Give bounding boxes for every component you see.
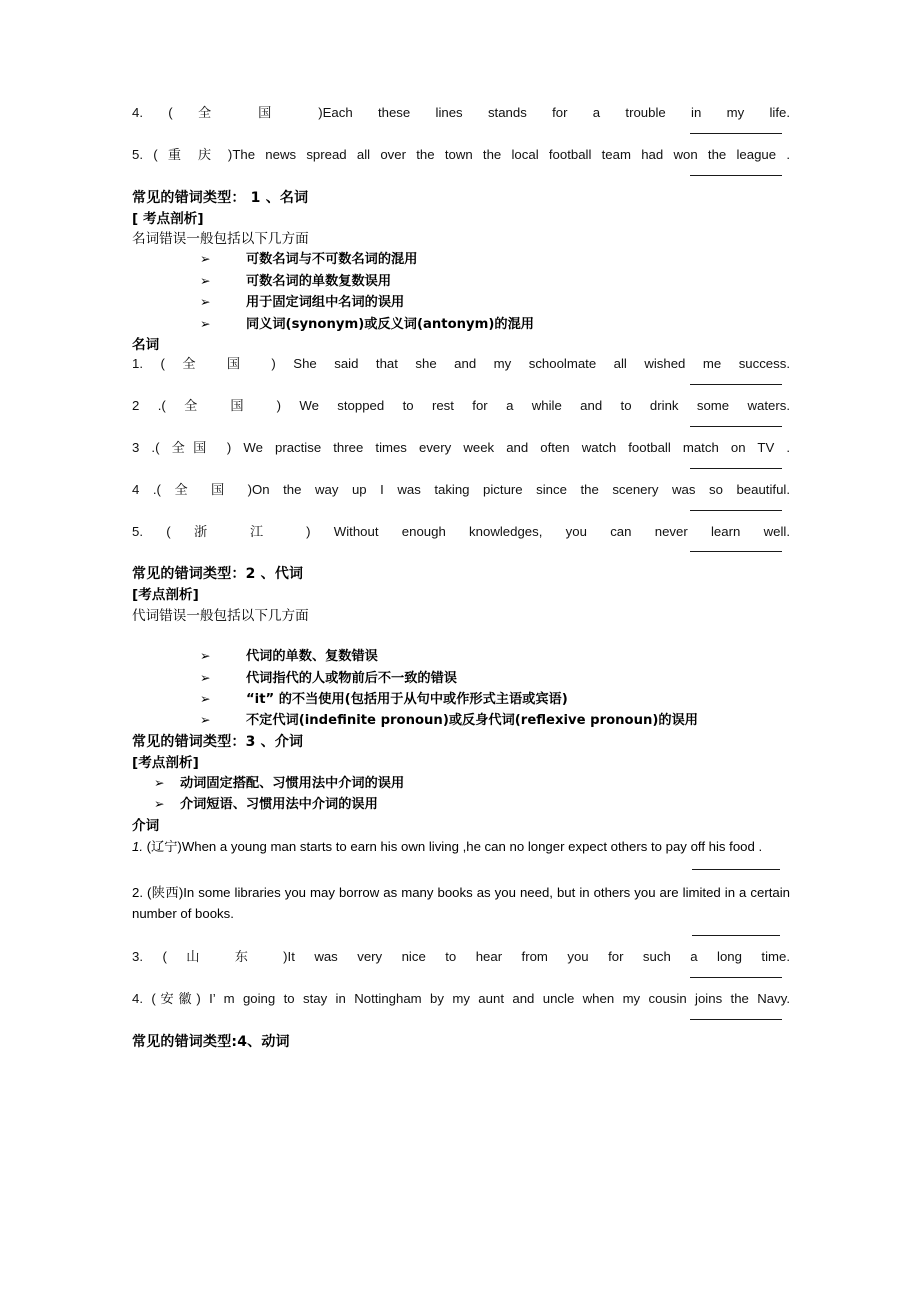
question-5-chongqing: 5. ( 重 庆 )The news spread all over the town the local football team had won the league . <box>132 146 790 162</box>
analysis-label-3: [考点剖析] <box>132 754 199 771</box>
noun-question-5: 5. ( 浙 江 ) Without enough knowledges, you can never learn well. <box>132 523 790 539</box>
noun-question-2: 2 .( 全 国 ) We stopped to rest for a while and to drink some waters. <box>132 398 790 414</box>
pronoun-bullet-2-label: 代词指代的人或物前后不一致的错误 <box>246 670 457 686</box>
pronoun-bullet-2 <box>132 668 790 689</box>
noun-bullet-1-label: 可数名词与不可数名词的混用 <box>246 252 418 268</box>
noun-bullet-3-marker: ➢ <box>200 294 211 310</box>
section-header-2-pronoun: 常见的错词类型：2 、代词 <box>132 566 304 583</box>
answer-blank-11-row <box>132 1008 790 1032</box>
pronoun-bullet-1-marker: ➢ <box>200 648 211 664</box>
noun-bullet-4-marker: ➢ <box>200 315 211 331</box>
section-header-1-noun: 常见的错词类型： 1 、名词 <box>132 189 309 206</box>
noun-error-intro: 名词错误一般包括以下几方面 <box>132 231 309 248</box>
answer-blank-10 <box>690 977 782 978</box>
pronoun-bullet-1-label: 代词的单数、复数错误 <box>246 649 378 665</box>
noun-question-3: 3 .( 全国 ) We practise three times every week and often watch football match on TV . <box>132 439 790 455</box>
answer-blank-4-row <box>132 415 790 439</box>
section-header-3-preposition: 常见的错词类型：3 、介词 <box>132 733 304 750</box>
answer-blank-1-row <box>132 122 790 146</box>
answer-blank-11 <box>690 1019 782 1020</box>
answer-blank-10-row <box>132 966 790 990</box>
noun-bullet-4 <box>132 314 790 335</box>
prep-question-4: 4. (安徽) I’ m going to stay in Nottingham by my aunt and uncle when my cousin joins the Navy. <box>132 991 790 1007</box>
section-header-4-verb: 常见的错词类型:4、动词 <box>132 1033 290 1050</box>
pronoun-bullet-3 <box>132 689 790 710</box>
answer-blank-2 <box>690 175 782 176</box>
prep-question-1-number: 1. <box>132 839 143 855</box>
prep-bullet-1 <box>132 773 790 794</box>
pronoun-bullet-4-label: 不定代词(indefinite pronoun)或反身代词(reflexive pronoun)的误用 <box>246 713 698 729</box>
noun-question-4: 4 .( 全 国 )On the way up I was taking picture since the scenery was so beautiful. <box>132 481 790 497</box>
noun-bullet-4-label: 同义词(synonym)或反义词(antonym)的混用 <box>246 316 534 332</box>
answer-blank-7-row <box>132 540 790 564</box>
noun-bullet-2-label: 可数名词的单数复数误用 <box>246 273 392 289</box>
noun-bullet-1-marker: ➢ <box>200 251 211 267</box>
answer-blank-9 <box>692 935 780 936</box>
prep-question-1 <box>132 836 790 857</box>
pronoun-bullet-3-marker: ➢ <box>200 690 211 706</box>
answer-blank-6 <box>690 510 782 511</box>
answer-blank-6-row <box>132 499 790 523</box>
prep-bullet-1-marker: ➢ <box>154 775 165 791</box>
prep-bullet-1-label: 动词固定搭配、习惯用法中介词的误用 <box>180 776 405 792</box>
answer-blank-7 <box>690 551 782 552</box>
answer-blank-9-row <box>132 924 790 948</box>
pronoun-bullet-1 <box>132 646 790 667</box>
document-body <box>132 104 790 1053</box>
noun-bullet-2 <box>132 271 790 292</box>
answer-blank-3 <box>690 384 782 385</box>
prep-bullet-2-label: 介词短语、习惯用法中介词的误用 <box>180 797 378 813</box>
answer-blank-5 <box>690 468 782 469</box>
noun-bullet-2-marker: ➢ <box>200 272 211 288</box>
pronoun-bullet-3-label: “it” 的不当使用(包括用于从句中或作形式主语或宾语) <box>246 691 568 707</box>
noun-question-1: 1. ( 全 国 ) She said that she and my schoolmate all wished me success. <box>132 356 790 372</box>
answer-blank-8-row <box>132 858 790 882</box>
prep-bullet-2-marker: ➢ <box>154 796 165 812</box>
answer-blank-3-row <box>132 373 790 397</box>
answer-blank-1 <box>690 133 782 134</box>
answer-blank-8 <box>692 869 780 870</box>
answer-blank-2-row <box>132 164 790 188</box>
prep-question-2-text: 2. (陕西)In some libraries you may borrow as many books as you need, but in others you are limited in a certain number of books. <box>132 884 790 921</box>
prep-question-2 <box>132 882 790 925</box>
prep-question-1-text: (辽宁)When a young man starts to earn his own living ,he can no longer expect others to pay off his food . <box>143 839 763 855</box>
noun-bullet-3-label: 用于固定词组中名词的误用 <box>246 295 405 311</box>
analysis-label-2: [考点剖析] <box>132 587 199 604</box>
pronoun-bullet-4 <box>132 710 790 731</box>
spacer-pronoun <box>132 626 790 646</box>
pronoun-error-intro: 代词错误一般包括以下几方面 <box>132 607 309 624</box>
analysis-label-1: [ 考点剖析] <box>132 210 204 227</box>
noun-bullet-1 <box>132 249 790 270</box>
answer-blank-4 <box>690 426 782 427</box>
pronoun-bullet-2-marker: ➢ <box>200 669 211 685</box>
question-4-quanguo: 4. ( 全 国 )Each these lines stands for a trouble in my life. <box>132 105 790 120</box>
pronoun-bullet-4-marker: ➢ <box>200 712 211 728</box>
noun-group-label: 名词 <box>132 336 160 353</box>
prep-bullet-2 <box>132 794 790 815</box>
noun-bullet-3 <box>132 292 790 313</box>
prep-question-3: 3. ( 山 东 )It was very nice to hear from you for such a long time. <box>132 949 790 965</box>
prep-group-label: 介词 <box>132 817 160 834</box>
answer-blank-5-row <box>132 457 790 481</box>
